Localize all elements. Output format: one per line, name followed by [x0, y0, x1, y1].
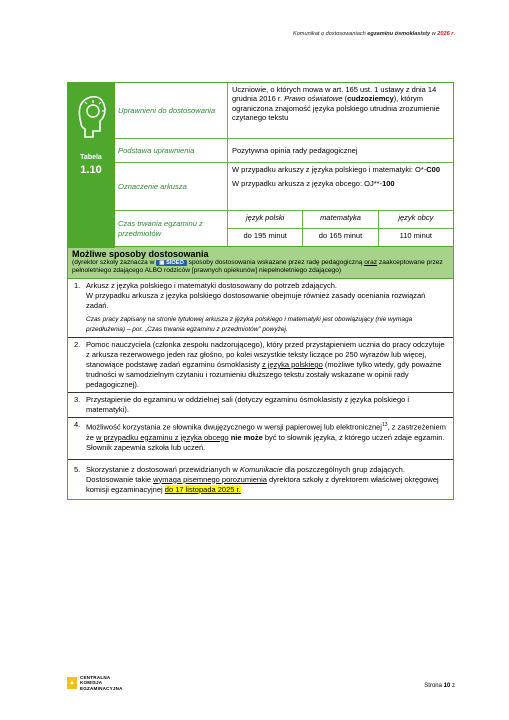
uprawnieni-paren: ( [342, 94, 348, 104]
item-5-underline: wymaga pisemnego porozumienia [153, 474, 267, 484]
dostosowania-table [67, 82, 454, 500]
value-oznaczenie [228, 163, 453, 210]
row-uprawnieni [114, 83, 453, 139]
subject-matematyka: matematyka [303, 211, 378, 228]
uprawnieni-italic: Prawo oświatowe [282, 94, 343, 104]
page-number [424, 683, 455, 689]
mozliwe-title: Możliwe sposoby dostosowania [72, 249, 209, 259]
oznaczenie-line-1 [232, 165, 449, 174]
page-header [293, 31, 455, 37]
time-polski: do 195 minut [228, 229, 303, 246]
mozliwe-d1: (dyrektor szkoły zaznacza w [72, 259, 157, 266]
label-oznaczenie: Oznaczenie arkusza [114, 163, 228, 210]
mozliwe-section [68, 247, 453, 279]
oznaczenie-p1-code: C00 [426, 165, 440, 174]
item-5-highlight: do 17 listopada 2025 r. [164, 484, 241, 494]
page-post: z [450, 683, 455, 689]
header-text: Komunikat o dostosowaniach [292, 31, 368, 37]
header-mid: w [430, 31, 438, 37]
item-number: 2. [74, 340, 81, 349]
oznaczenie-p2-code: 100 [382, 179, 395, 189]
row-czas [114, 211, 453, 247]
oznaczenie-p2-text: W przypadku arkusza z języka obcego: OJ**- [232, 179, 383, 189]
time-matematyka: do 165 minut [303, 229, 378, 246]
footnote-ref[interactable]: 13 [381, 422, 388, 428]
logo-line-1: CENTRALNA [80, 675, 111, 680]
item-1-note: Czas pracy zapisany na stronie tytułowej arkusza z języka polskiego i matematyki jest obowiązujący (nie wymaga przedłużenia) – por. „Czas trwania egzaminu z przedmiotów” powyżej. [86, 316, 413, 333]
item-1-detail: W przypadku arkusza z języka polskiego dostosowanie obejmuje również zasady oceniania rozwiązań zadań. [86, 291, 426, 310]
item-4-bold: nie może [230, 432, 263, 442]
row-podstawa [114, 139, 453, 163]
header-dot: . [453, 31, 455, 37]
page-pre: Strona [424, 683, 444, 689]
uprawnieni-text: Uczniowie, o których mowa w art. 165 ust. 1 ustawy z dnia 14 grudnia 2016 r. [232, 85, 437, 104]
item-5-b: dla poszczególnych grup zdających. Dostosowanie takie [86, 464, 405, 484]
logo-line-2: KOMISJA [80, 680, 103, 686]
item-2-a: Pomoc nauczyciela (członka zespołu nadzorującego), który przed przystąpieniem ucznia do pracy odczytuje z arkusza rezerwowego jeden raz głośno, po kolei wszystkie teksty liczące po 250 wyrazów lub więcej, stanowiące podstawę zadań egzaminu ósmoklasisty [86, 340, 445, 369]
uprawnieni-bold: cudzoziemcy [347, 94, 394, 104]
mozliwe-d2: sposoby dostosowania wskazane przez radę pedagogiczną [186, 259, 365, 266]
table-sidebar [67, 82, 115, 248]
list-item-3 [68, 393, 453, 418]
header-year: 2026 r [437, 31, 454, 37]
item-5-a: Skorzystanie z dostosowań przewidzianych w [86, 464, 240, 474]
row-oznaczenie [114, 163, 453, 211]
item-4-text [86, 420, 447, 453]
subject-obcy: język obcy [398, 213, 434, 222]
sioeo-badge: ▣ SIOEO [156, 260, 187, 266]
czas-times [228, 229, 453, 246]
page-num: 10 [443, 683, 451, 689]
item-number: 1. [74, 281, 81, 290]
value-podstawa: Pozytywna opinia rady pedagogicznej [232, 145, 358, 155]
czas-grid [228, 211, 453, 246]
cke-logo-text [80, 675, 123, 691]
label-uprawnieni: Uprawnieni do dostosowania [114, 83, 228, 138]
value-uprawnieni [228, 83, 453, 138]
item-4-b: , z zastrzeżeniem że [86, 422, 446, 442]
list-item-5 [68, 460, 453, 499]
tabela-label: Tabela [80, 154, 102, 161]
label-czas: Czas trwania egzaminu z przedmiotów [114, 211, 228, 246]
tabela-number: 1.10 [80, 164, 102, 176]
czas-subjects [228, 211, 453, 229]
header-bold: egzaminu ósmoklasisty [367, 31, 431, 37]
mozliwe-oraz: oraz [364, 259, 378, 266]
mozliwe-description [72, 259, 449, 275]
item-5-italic: Komunikacie [239, 464, 283, 474]
oznaczenie-line-2 [232, 179, 449, 188]
item-1-text: Arkusz z języka polskiego i matematyki dostosowany do potrzeb zdających. [86, 281, 337, 290]
item-2-text [86, 340, 447, 390]
item-number: 5. [74, 464, 81, 474]
uprawnieni-rest: ), którym ograniczona znajomość języka polskiego utrudnia zrozumienie czytanego tekstu [232, 94, 440, 123]
item-number: 3. [74, 395, 81, 404]
sioeo-label: SIOEO [166, 260, 184, 266]
item-4-a: Możliwość korzystania ze słownika dwujęzycznego w wersji papierowej lub elektronicznej [86, 422, 382, 432]
logo-line-3: EGZAMINACYJNA [80, 685, 123, 691]
cke-logo [67, 675, 123, 691]
item-5-c: dyrektora szkoły z dyrektorem właściwej okręgowej komisji egzaminacyjnej [86, 474, 439, 494]
list-item-4 [68, 418, 453, 460]
item-2-underline: z języka polskiego [261, 360, 323, 369]
list-item-2 [68, 338, 453, 393]
mozliwe-d4: zaakceptowane przez pełnoletniego zdającego ALBO rodziców [prawnych opiekunów] niepełnoletniego zdającego) [72, 259, 443, 274]
oznaczenie-p1-text: W przypadku arkuszy z języka polskiego i matematyki: O*- [232, 165, 427, 174]
item-4-d: być to słownik języka, z którego uczeń zdaje egzamin. Słownik zapewnia szkoła lub uczeń. [86, 432, 445, 452]
item-2-b: (możliwe tylko wtedy, gdy poważne trudności w samodzielnym czytaniu i rozumieniu dłuższego tekstu zostały wskazane w opinii rady pedagogicznej). [86, 360, 442, 389]
label-podstawa: Podstawa uprawnienia [114, 139, 228, 162]
item-5-text [86, 465, 447, 495]
subject-polski: język polski [228, 211, 303, 228]
item-number: 4. [74, 420, 81, 429]
item-3-text: Przystąpienie do egzaminu w oddzielnej sali (dotyczy egzaminu ósmoklasisty z języka polskiego i matematyki). [86, 395, 410, 414]
list-item-1 [68, 279, 453, 338]
item-4-underline: w przypadku egzaminu z języka obcego [96, 432, 229, 442]
time-obcy: 110 minut [399, 231, 433, 240]
cke-logo-mark: ▲ [67, 677, 77, 689]
